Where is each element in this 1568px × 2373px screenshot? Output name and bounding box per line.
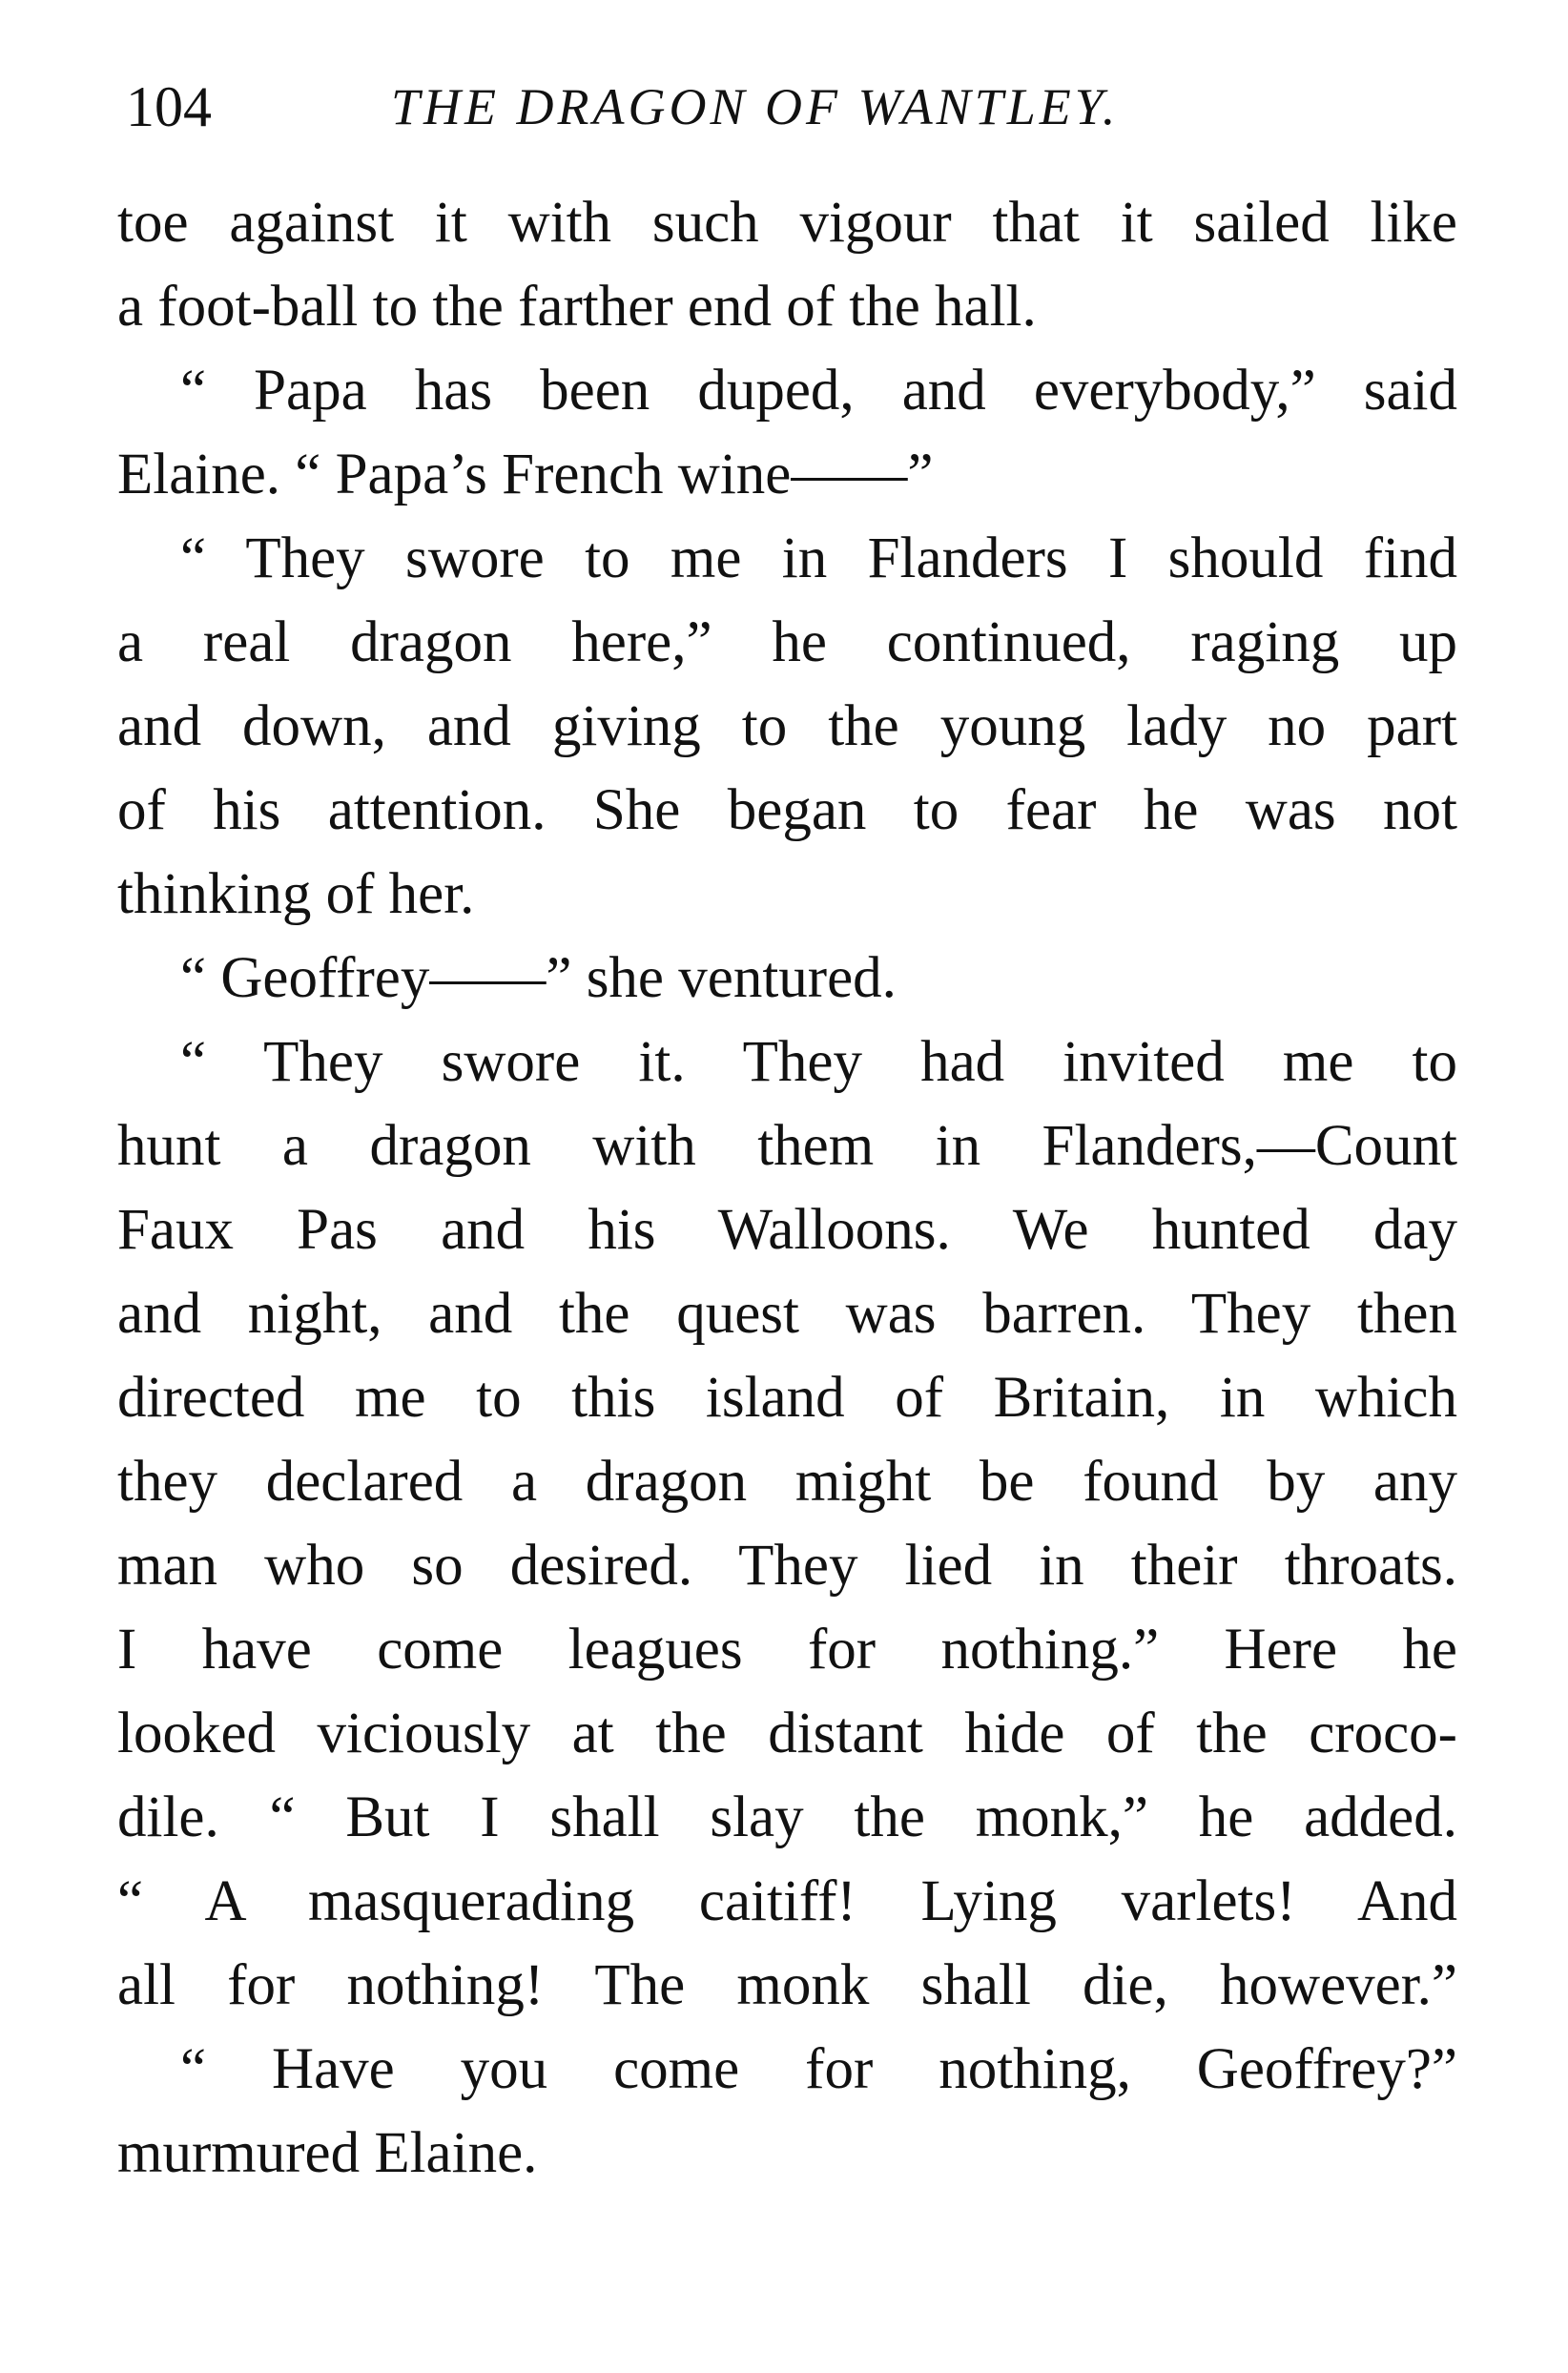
text-line: of his attention. She began to fear he was not	[117, 778, 1457, 842]
text-line: directed me to this island of Britain, in which	[117, 1366, 1457, 1430]
page-header	[114, 69, 1459, 145]
text-line: Elaine. “ Papa’s French wine——”	[117, 443, 934, 506]
text-line: all for nothing! The monk shall die, however.”	[117, 1953, 1457, 2017]
text-line: murmured Elaine.	[117, 2121, 538, 2185]
text-line: “ They swore it. They had invited me to	[180, 1030, 1457, 1094]
text-line: a real dragon here,” he continued, raging up	[117, 610, 1457, 674]
text-line: “ Geoffrey——” she ventured.	[180, 946, 897, 1010]
text-line: thinking of her.	[117, 862, 475, 926]
text-line: man who so desired. They lied in their throats.	[117, 1534, 1457, 1598]
text-line: I have come leagues for nothing.” Here he	[117, 1618, 1457, 1682]
text-line: hunt a dragon with them in Flanders,—Count	[117, 1114, 1457, 1178]
text-line: and night, and the quest was barren. They then	[117, 1282, 1457, 1346]
text-line: “ Papa has been duped, and everybody,” said	[180, 359, 1457, 423]
text-line: they declared a dragon might be found by any	[117, 1450, 1457, 1514]
text-line: “ They swore to me in Flanders I should find	[180, 526, 1457, 590]
text-line: Faux Pas and his Walloons. We hunted day	[117, 1198, 1457, 1262]
text-line: a foot-ball to the farther end of the hall.	[117, 275, 1037, 339]
text-line: and down, and giving to the young lady no part	[117, 694, 1457, 758]
text-line: “ A masquerading caitiff! Lying varlets! And	[117, 1869, 1457, 1933]
text-line: “ Have you come for nothing, Geoffrey?”	[180, 2037, 1457, 2101]
body-text	[117, 181, 1457, 2196]
text-line: dile. “ But I shall slay the monk,” he added.	[117, 1785, 1457, 1849]
text-line: toe against it with such vigour that it sailed like	[117, 191, 1457, 255]
running-title: THE DRAGON OF WANTLEY.	[391, 78, 1120, 135]
page-number: 104	[126, 75, 212, 138]
text-line: looked viciously at the distant hide of the croco-	[117, 1702, 1457, 1765]
